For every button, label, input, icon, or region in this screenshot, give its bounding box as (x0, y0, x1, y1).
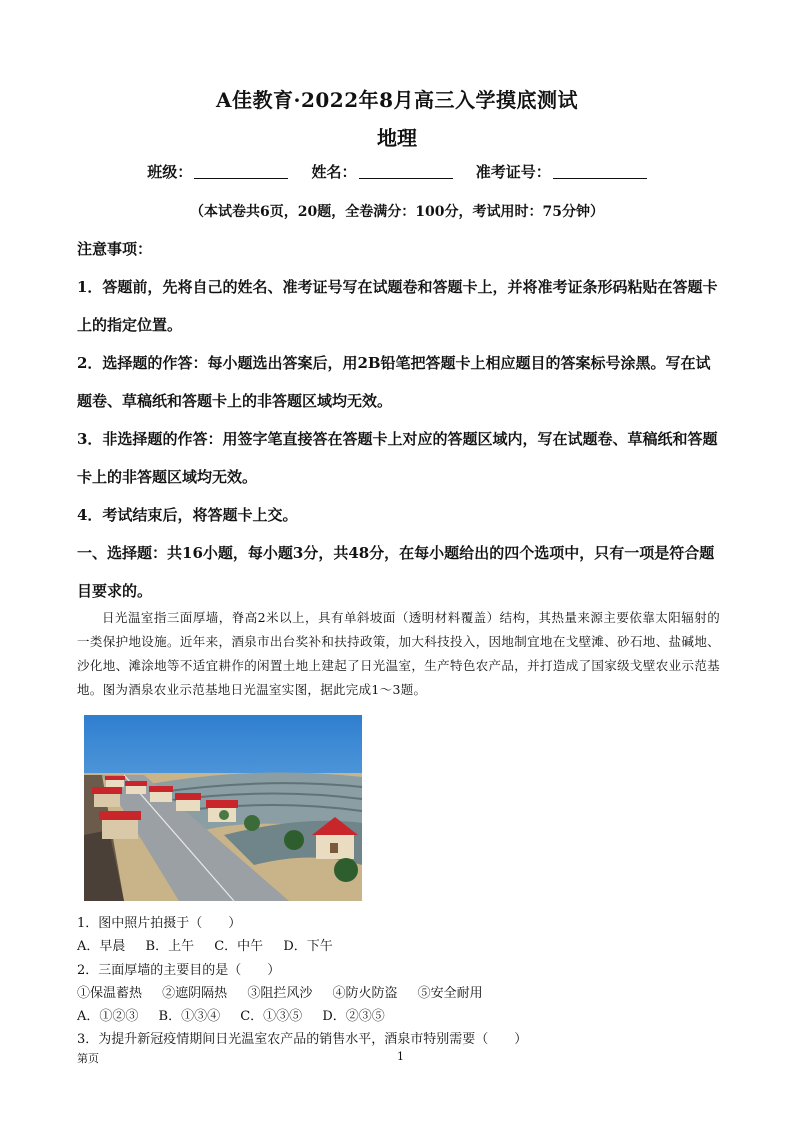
question-2-options (77, 1005, 385, 1024)
notice-item: 4．考试结束后，将答题卡上交。 (77, 506, 298, 524)
question-2-stem: 2．三面厚墙的主要目的是（ ） (77, 963, 281, 978)
question-1-stem: 1．图中照片拍摄于（ ） (77, 916, 242, 931)
name-field-blank (359, 164, 453, 179)
notice-item: 2．选择题的作答：每小题选出答案后，用2B铅笔把答题卡上相应题目的答案标号涂黑。写在试题卷、草稿纸和答题卡上的非答题区域均无效。 (77, 354, 711, 410)
question-3-stem: 3．为提升新冠疫情期间日光温室农产品的销售水平，酒泉市特别需要（ ） (77, 1032, 528, 1047)
subject-title: 地理 (377, 126, 417, 150)
option: D．下午 (283, 939, 333, 954)
option: C．中午 (214, 939, 264, 954)
question-2-statements (77, 982, 483, 1001)
statement: ⑤安全耐用 (417, 986, 483, 1001)
option: A．①②③ (77, 1009, 139, 1024)
option: C．①③⑤ (240, 1009, 303, 1024)
greenhouse-photo (84, 715, 362, 901)
option: D．②③⑤ (322, 1009, 385, 1024)
question-1-options (77, 935, 333, 954)
notice-item: 3．非选择题的作答：用签字笔直接答在答题卡上对应的答题区域内，写在试题卷、草稿纸和答题卡上的非答题区域均无效。 (77, 430, 718, 486)
notice-title: 注意事项： (77, 240, 153, 258)
footer-page-number: 1 (397, 1050, 404, 1063)
option: A．早晨 (77, 939, 126, 954)
statement: ②遮阴隔热 (162, 986, 228, 1001)
class-field-blank (194, 164, 288, 179)
footer-page-label: 第页 (77, 1052, 99, 1065)
statement: ③阻拦风沙 (247, 986, 313, 1001)
notice-item: 1．答题前，先将自己的姓名、准考证号写在试题卷和答题卡上，并将准考证条形码粘贴在答题卡上的指定位置。 (77, 278, 718, 334)
statement: ④防火防盗 (332, 986, 398, 1001)
exam-id-field-blank (553, 164, 647, 179)
class-field-label: 班级： (147, 163, 193, 181)
question-intro: 日光温室指三面厚墙，脊高2米以上，具有单斜坡面（透明材料覆盖）结构，其热量来源主要依靠太阳辐射的一类保护地设施。近年来，酒泉市出台奖补和扶持政策，加大科技投入，因地制宜地在戈壁滩、砂石地、盐碱地、沙化地、滩涂地等不适宜耕作的闲置土地上建起了日光温室，生产特色农产品，并打造成了国家级戈壁农业示范基地。图为酒泉农业示范基地日光温室实图，据此完成1～3题。 (77, 610, 720, 697)
student-info-fields (0, 161, 794, 182)
section-title: 一、选择题：共16小题，每小题3分，共48分，在每小题给出的四个选项中，只有一项是符合题目要求的。 (77, 544, 715, 600)
exam-id-field-label: 准考证号： (475, 163, 551, 181)
statement: ①保温蓄热 (77, 986, 143, 1001)
exam-info: （本试卷共6页，20题，全卷满分：100分，考试用时：75分钟） (190, 204, 604, 220)
exam-title: A佳教育·2022年8月高三入学摸底测试 (215, 88, 579, 112)
option: B．①③④ (158, 1009, 221, 1024)
name-field-label: 姓名： (311, 163, 357, 181)
option: B．上午 (145, 939, 195, 954)
